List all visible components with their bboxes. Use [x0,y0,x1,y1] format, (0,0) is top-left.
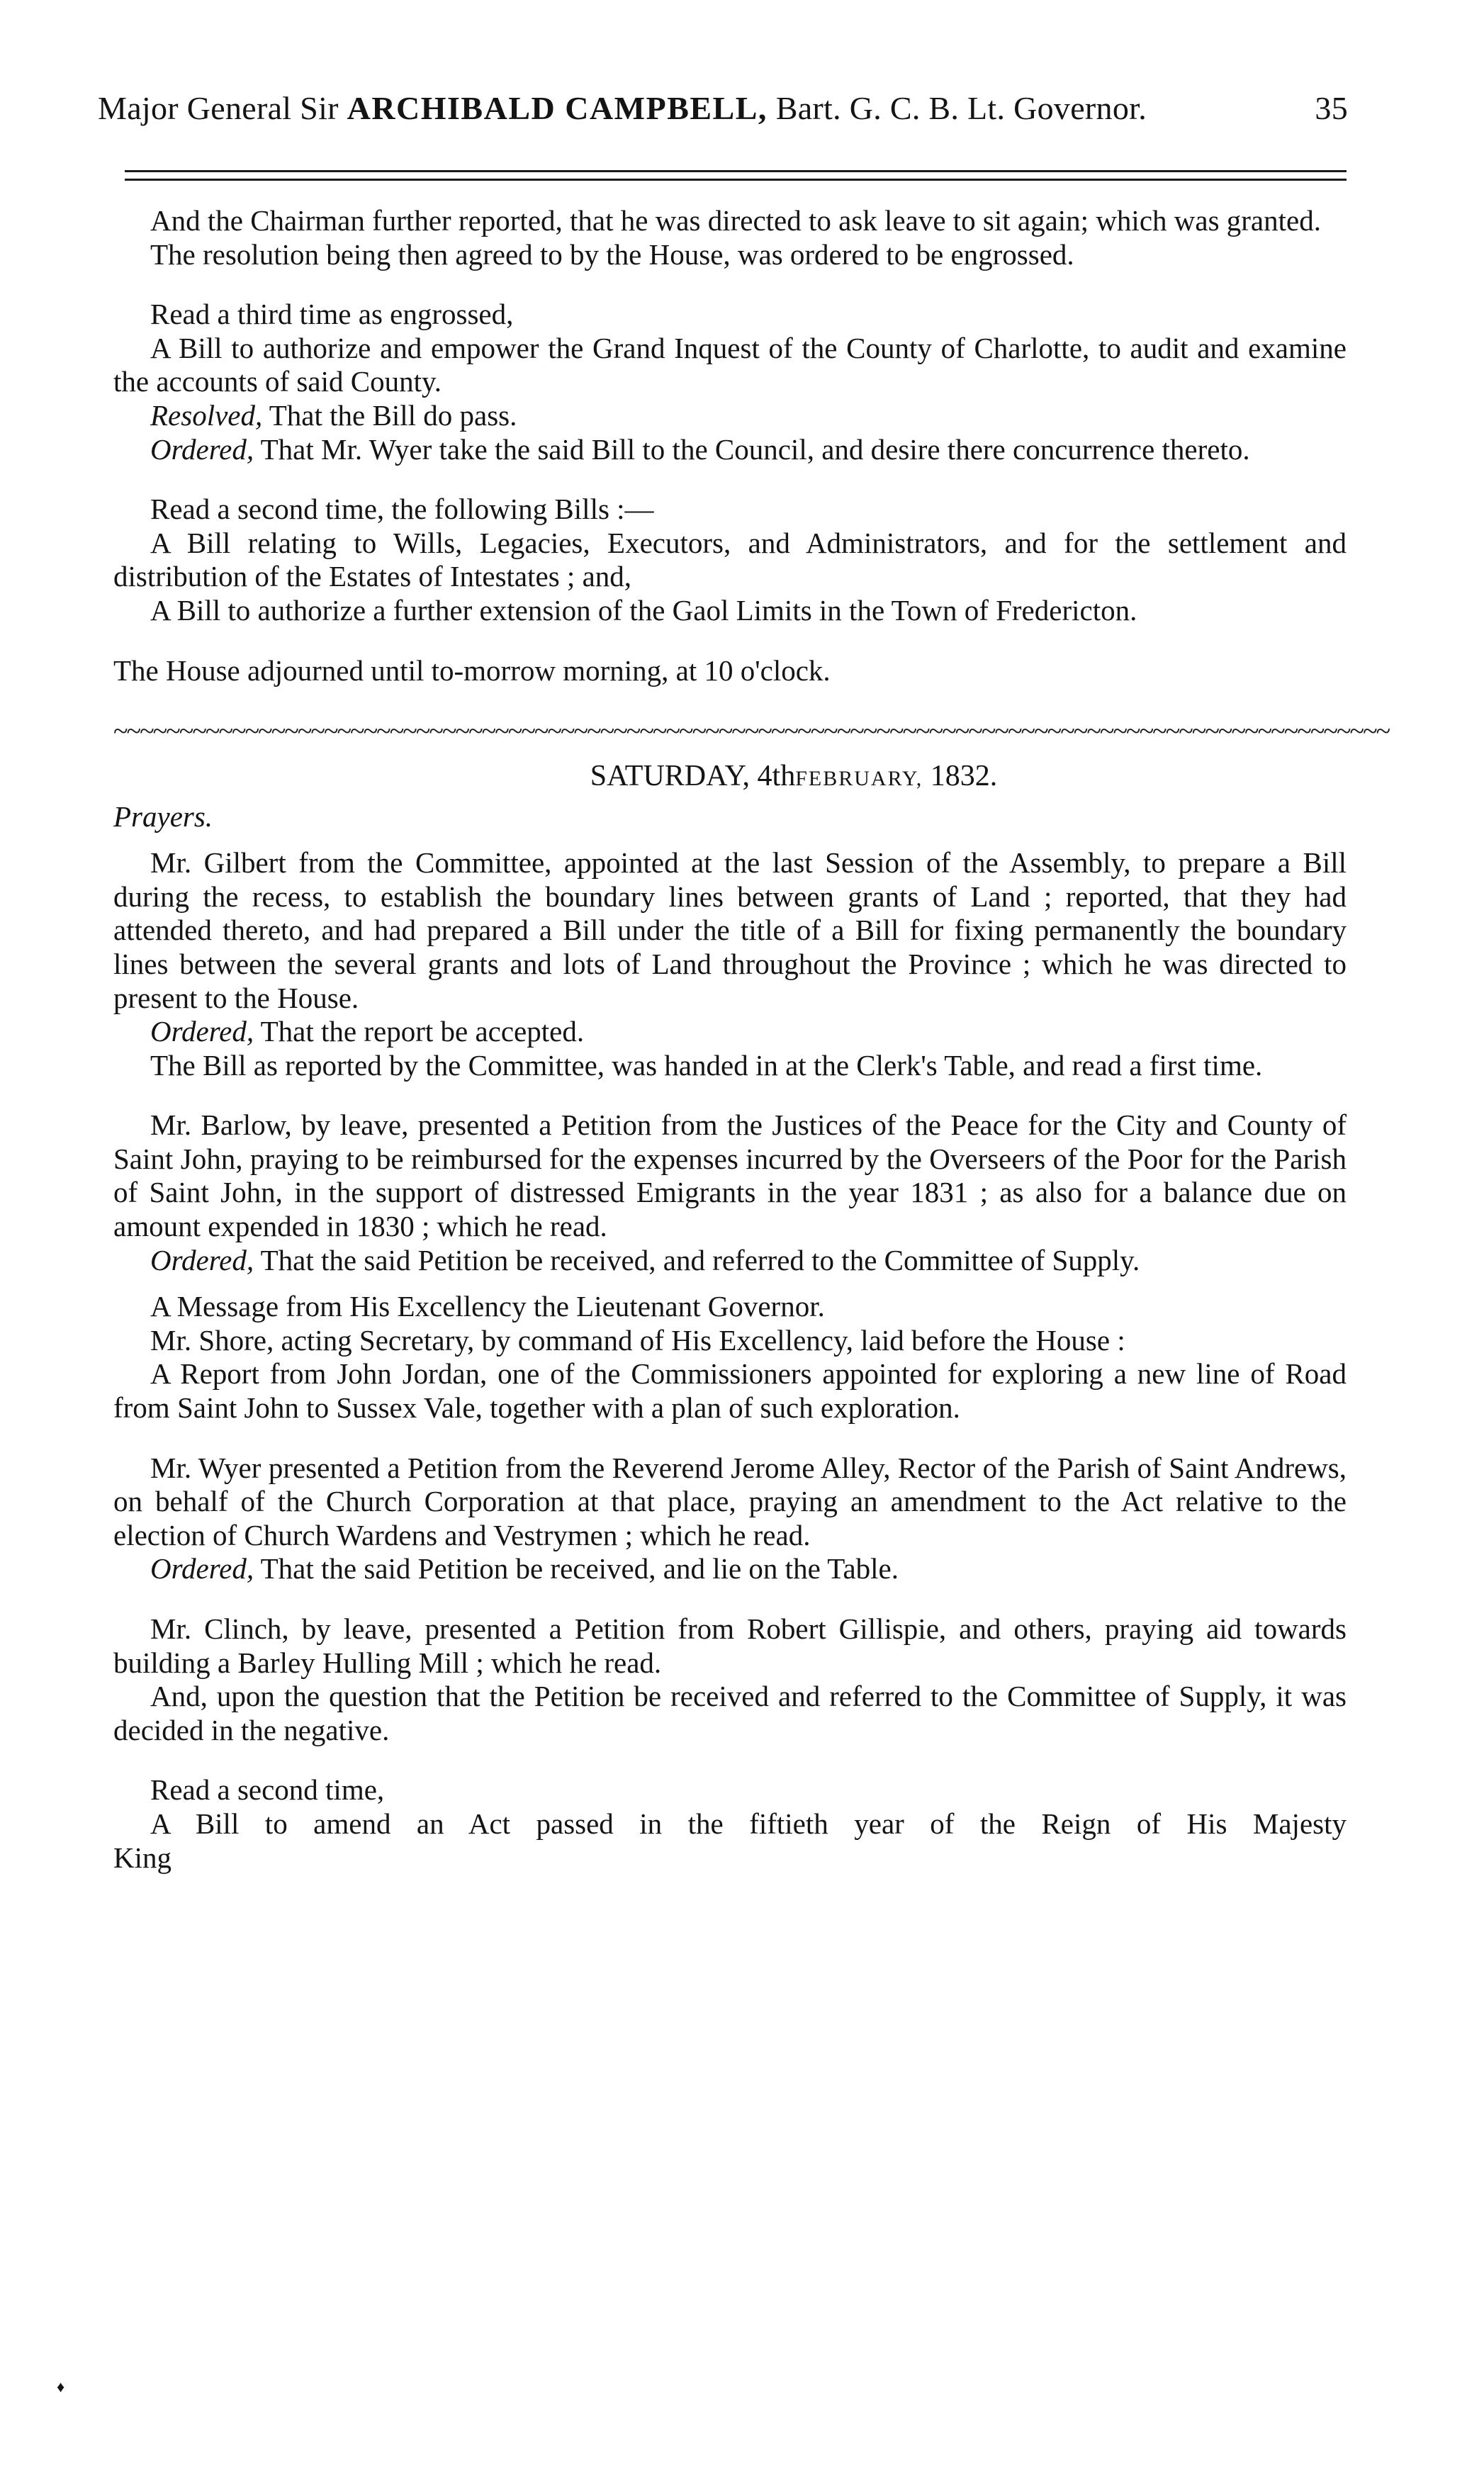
margin-mark: ♦ [57,2378,65,2396]
ordered-label: Ordered, [150,432,254,466]
paragraph: And the Chairman further reported, that he was directed to ask leave to sit again; which was granted. [150,204,1321,237]
date-number: 4th [757,760,796,793]
journal-text [113,204,1390,1875]
order [113,1015,1347,1049]
order-text: That Mr. Wyer take the said Bill to the Council, and desire there concurrence thereto. [260,432,1250,466]
order-text: That the report be accepted. [260,1015,585,1048]
order [113,433,1347,467]
paragraph: Mr. Barlow, by leave, presented a Petition from the Justices of the Peace for the City and County of Saint John, praying to be reimbursed for the expenses incurred by the Overseers of the Poor for the Parish of Saint John, in the support of distressed Emigrants in the year 1831 ; as also for a balance due on amount expended in 1830 ; which he read. [113,1108,1347,1243]
resolution-text: That the Bill do pass. [269,398,517,432]
date-year: 1832. [930,760,998,793]
title-suffix: Bart. G. C. B. Lt. Governor. [775,90,1147,126]
adjournment: The House adjourned until to-morrow morning, at 10 o'clock. [113,653,831,687]
paragraph: The resolution being then agreed to by the House, was ordered to be engrossed. [150,237,1074,271]
ornamental-divider: ~~~~~~~~~~~~~~~~~~~~~~~~~~~~~~~~~~~~~~~~~~~~~~~~~~~~~~~~~~~~~~~~~~~~~~~~~~~~~~~~~~~~~~~~~~~~~~~~~ [113,717,1390,747]
order [113,1552,1347,1586]
paragraph: The Bill as reported by the Committee, was handed in at the Clerk's Table, and read a first time. [150,1048,1263,1082]
paragraph: A Message from His Excellency the Lieutenant Governor. [150,1290,825,1323]
ordered-label: Ordered, [150,1552,254,1585]
prayers-heading: Prayers. [113,800,213,833]
header-rule-top [125,170,1347,172]
ordered-label: Ordered, [150,1015,254,1048]
resolution [113,399,1347,433]
paragraph: Mr. Clinch, by leave, presented a Petition from Robert Gillispie, and others, praying aid towards building a Barley Hulling Mill ; which he read. [113,1612,1347,1679]
title-prefix: Major General Sir [98,90,339,126]
sitting-date [113,758,1347,797]
date-day: SATURDAY, [590,760,751,793]
ordered-label: Ordered, [150,1243,254,1276]
running-head [98,89,1348,127]
paragraph: A Bill to amend an Act passed in the fiftieth year of the Reign of His Majesty [150,1807,1347,1840]
paragraph: A Bill relating to Wills, Legacies, Executors, and Administrators, and for the settlement and distribution of the Estates of Intestates ; and, [113,526,1347,593]
paragraph: Read a second time, the following Bills :— [150,493,654,526]
paragraph: Mr. Wyer presented a Petition from the Reverend Jerome Alley, Rector of the Parish of Saint Andrews, on behalf of the Church Corporation at that place, praying an amendment to the Act relative to the election of Church Wardens and Vestrymen ; which he read. [113,1451,1347,1551]
paragraph: Read a second time, [150,1773,385,1807]
paragraph: And, upon the question that the Petition be received and referred to the Committee of Supply, it was decided in the negative. [113,1680,1347,1746]
order-text: That the said Petition be received, and lie on the Table. [260,1552,899,1585]
paragraph: Mr. Gilbert from the Committee, appointed at the last Session of the Assembly, to prepare a Bill during the recess, to establish the boundary lines between grants of Land ; reported, that they had attended thereto, and had prepared a Bill under the title of a Bill for fixing permanently the boundary lines between the several grants and lots of Land throughout the Province ; which he was directed to present to the House. [113,846,1347,1014]
order-text: That the said Petition be received, and referred to the Committee of Supply. [260,1243,1140,1276]
resolved-label: Resolved, [150,398,263,432]
order [113,1244,1347,1278]
paragraph: A Bill to authorize and empower the Grand Inquest of the County of Charlotte, to audit and examine the accounts of said County. [113,331,1347,398]
paragraph: Read a third time as engrossed, [150,298,514,331]
paragraph: Mr. Shore, acting Secretary, by command of His Excellency, laid before the House : [150,1323,1125,1357]
paragraph: A Bill to authorize a further extension of the Gaol Limits in the Town of Fredericton. [150,593,1137,627]
header-rule-bottom [125,179,1347,181]
page-number: 35 [1315,90,1348,126]
date-month: FEBRUARY, [795,767,923,791]
governor-name: ARCHIBALD CAMPBELL, [347,90,768,126]
catchword: King [113,1841,172,1874]
running-head-title [98,89,1147,127]
paragraph: A Report from John Jordan, one of the Commissioners appointed for exploring a new line of Road from Saint John to Sussex Vale, together with a plan of such exploration. [113,1357,1347,1425]
